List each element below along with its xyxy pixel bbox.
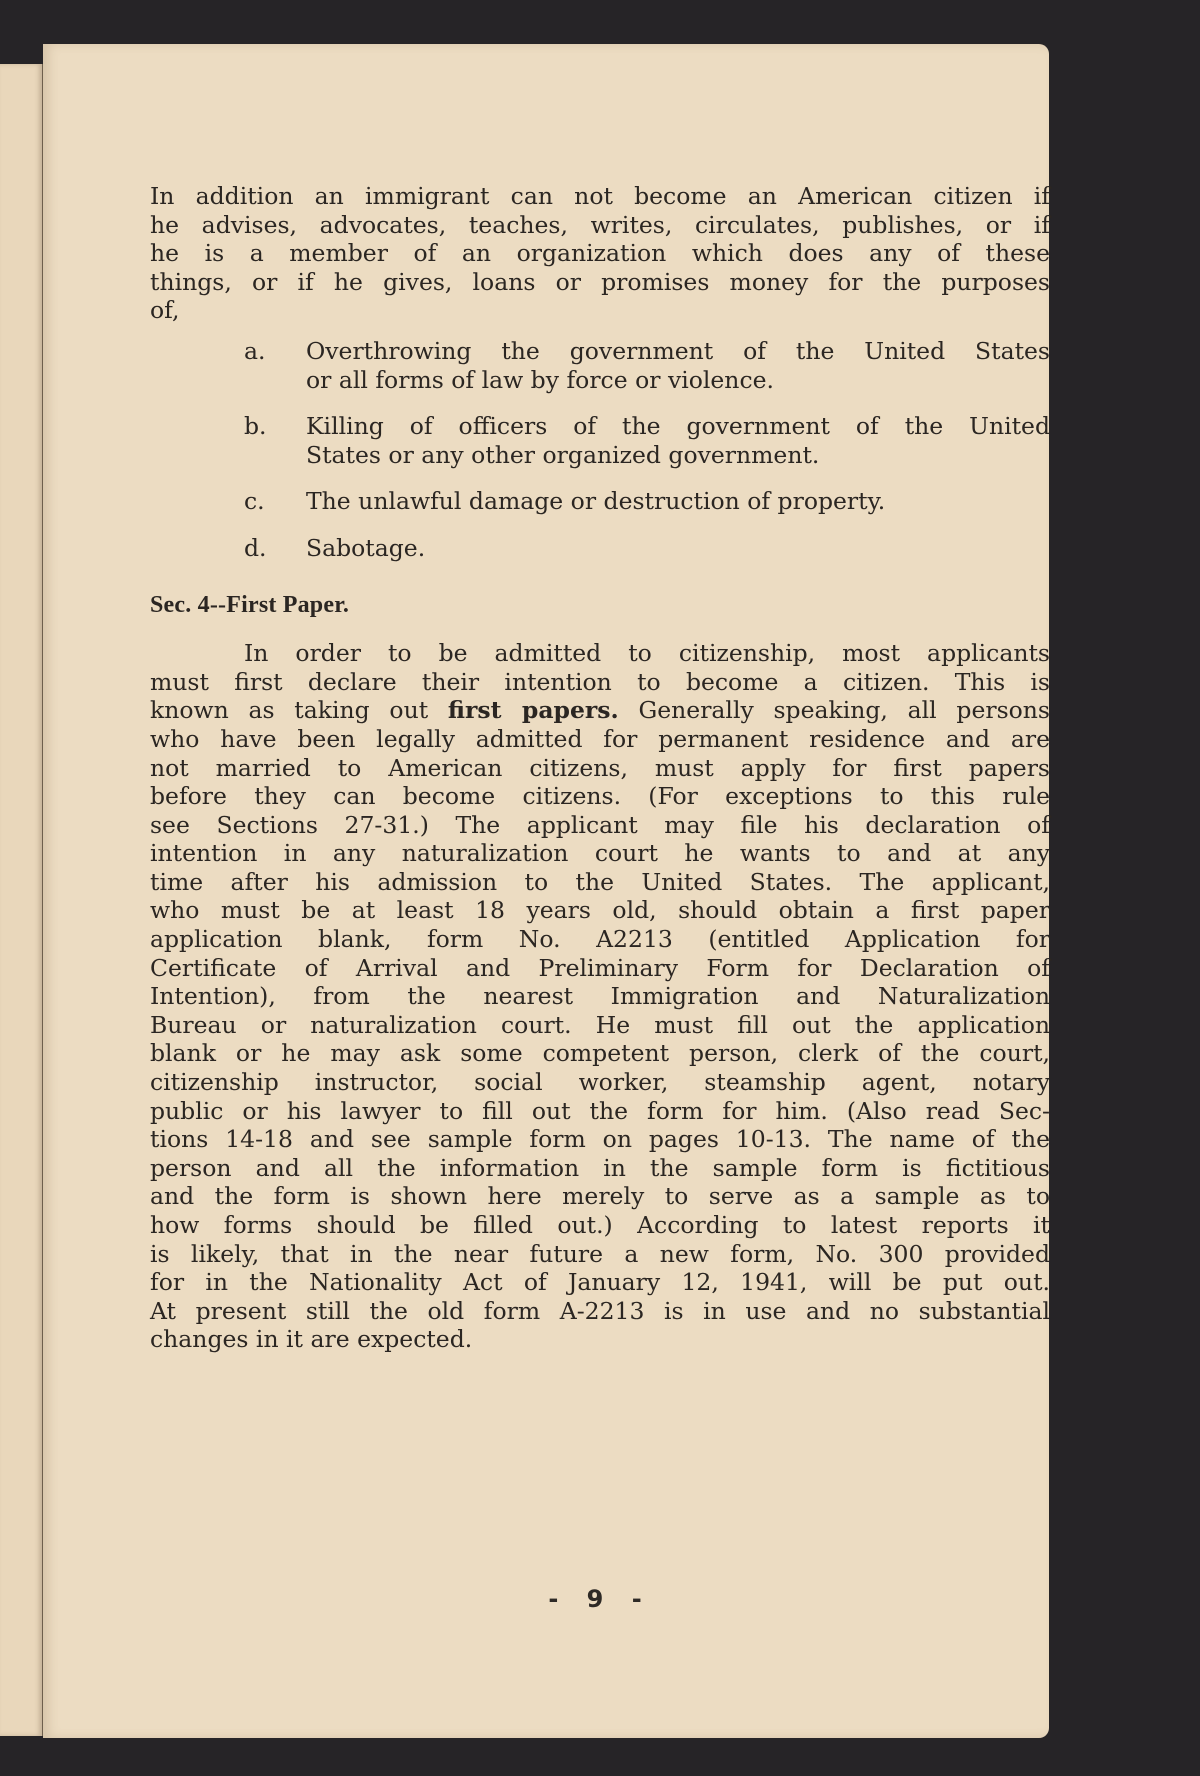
text-line: Bureau or naturalization court. He must fill out the application <box>150 1010 1050 1039</box>
text-line <box>150 696 1050 725</box>
text-line: of, <box>150 296 180 325</box>
list-marker: c. <box>244 487 265 516</box>
text-line: Intention), from the nearest Immigration and Naturalization <box>150 982 1050 1011</box>
text-line: intention in any naturalization court he wants to and at any <box>150 839 1050 868</box>
page-content <box>150 182 1050 1354</box>
text-line: In order to be admitted to citizenship, most applicants <box>244 639 1050 668</box>
text-fragment: known as taking out <box>150 696 448 725</box>
text-line: how forms should be filled out.) According to latest reports it <box>150 1211 1050 1239</box>
list-marker: b. <box>244 412 267 441</box>
list-item-d <box>150 534 1050 563</box>
list-marker: d. <box>244 533 267 562</box>
text-line: Certificate of Arrival and Preliminary Form for Declaration of <box>150 953 1050 982</box>
text-line: Overthrowing the government of the United States <box>306 336 1050 365</box>
bold-term-first-papers: first papers. <box>447 696 619 725</box>
list-item-a <box>150 337 1050 394</box>
text-line: must first declare their intention to become a citizen. This is <box>150 667 1050 696</box>
facing-page-edge <box>0 64 43 1736</box>
text-line: who must be at least 18 years old, should obtain a first paper <box>150 896 1050 925</box>
text-line: Sabotage. <box>306 533 426 562</box>
text-line: changes in it are expected. <box>150 1325 473 1354</box>
text-line: public or his lawyer to fill out the form for him. (Also read Sec- <box>150 1096 1050 1125</box>
text-fragment: Generally speaking, all persons <box>618 696 1050 725</box>
intro-paragraph <box>150 182 1050 325</box>
text-line: tions 14-18 and see sample form on pages 10-13. The name of the <box>150 1125 1050 1154</box>
text-line: time after his admission to the United States. The applicant, <box>150 867 1050 896</box>
text-line: citizenship instructor, social worker, steamship agent, notary <box>150 1068 1050 1097</box>
text-line: is likely, that in the near future a new form, No. 300 provided <box>150 1239 1050 1268</box>
purposes-list <box>150 337 1050 563</box>
text-line: blank or he may ask some competent person, clerk of the court, <box>150 1039 1050 1068</box>
list-marker: a. <box>244 336 266 365</box>
text-line: In addition an immigrant can not become an American citizen if <box>150 182 1050 210</box>
page-number: - 9 - <box>548 1585 652 1613</box>
text-line: he is a member of an organization which does any of these <box>150 239 1050 268</box>
text-line: States or any other organized government. <box>306 440 820 469</box>
text-line: things, or if he gives, loans or promises money for the purposes <box>150 267 1050 296</box>
text-line: see Sections 27-31.) The applicant may file his declaration of <box>150 810 1050 839</box>
section-heading: Sec. 4--First Paper. <box>150 591 350 618</box>
list-item-b <box>150 412 1050 469</box>
text-line: not married to American citizens, must apply for first papers <box>150 753 1050 782</box>
text-line: Killing of officers of the government of the United <box>306 412 1050 441</box>
text-line: At present still the old form A-2213 is in use and no substantial <box>150 1296 1050 1325</box>
text-line: or all forms of law by force or violence. <box>306 365 774 394</box>
text-line: The unlawful damage or destruction of property. <box>306 487 886 516</box>
text-line: and the form is shown here merely to serve as a sample as to <box>150 1182 1050 1211</box>
text-line: before they can become citizens. (For exceptions to this rule <box>150 782 1050 811</box>
text-line: who have been legally admitted for permanent residence and are <box>150 724 1050 753</box>
list-item-c <box>150 487 1050 516</box>
text-line: person and all the information in the sample form is fictitious <box>150 1153 1050 1182</box>
text-line: for in the Nationality Act of January 12, 1941, will be put out. <box>150 1268 1050 1297</box>
text-line: application blank, form No. A2213 (entitled Application for <box>150 925 1050 954</box>
section-paragraph <box>150 639 1050 1354</box>
text-line: he advises, advocates, teaches, writes, circulates, publishes, or if <box>150 210 1050 239</box>
